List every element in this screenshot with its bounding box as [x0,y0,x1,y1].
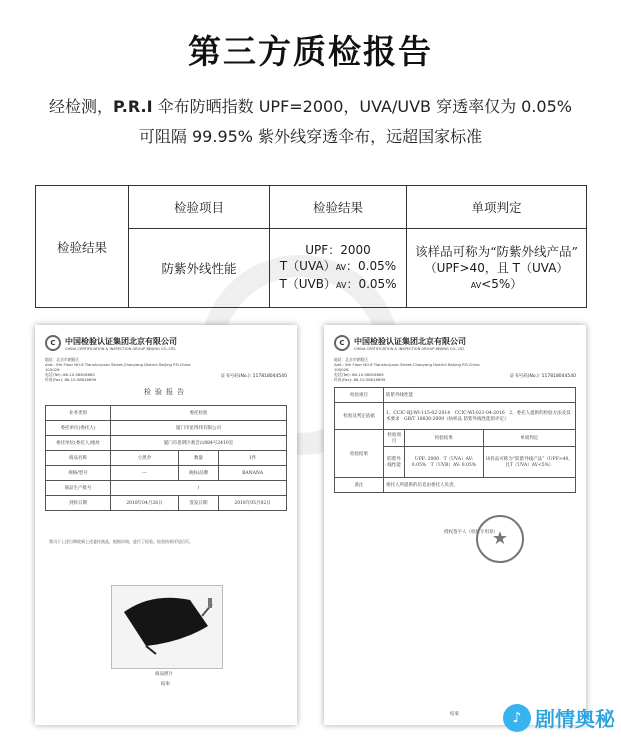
uva-label: T（UVA） [279,259,336,273]
org-name-cn: 中国检验认证集团北京有限公司 [65,336,177,346]
cert-number: 证书号码(No.): 117818044540 [509,374,576,379]
org-name-cn: 中国检验认证集团北京有限公司 [354,336,466,346]
report-page-2 [324,325,586,725]
cell: BANANA [219,466,287,481]
summary-col-item: 检验项目 [129,186,270,229]
cell: 1、CCIC-BJ-WI-115-02-2014 CCIC-WI-021-04-2016 2、委托人提供的检验方法及技术要求 GB/T 18830-2009《纺织品 防紫外线性能的评定》 [384,403,576,430]
table-row [335,388,576,403]
cell: 小黑伞 [111,451,179,466]
table-row [46,451,287,466]
uvb-value: ：0.05% [346,277,397,291]
inspection-seal-icon: ★ [476,515,524,563]
intro-text [0,92,621,152]
tel: 电话(Tel): 86-10-58816665 [45,372,95,377]
cell: 商标/品牌 [178,466,218,481]
addr-en: Add.: 5th Floor NO.6 Tianshuiyuan Street,Chaoyang District Beijing P.R.China 100026 [334,362,480,372]
ccic-logo-icon: C [45,335,61,351]
cell: 该样品可称为“防紫外线产品”（UPF>40，且T（UVA）AV<5%） [483,447,575,478]
fax: 传真(Fax): 86-10-58816699 [334,377,386,382]
cell: 检验项目 [384,430,405,447]
report-page-1 [35,325,297,725]
report-title: 检验报告 [144,388,188,396]
org-name-en: CHINA CERTIFICATION & INSPECTION GROUP BEIJING CO.,LTD. [354,346,466,351]
cell: 委托单位(委托人) [46,421,111,436]
table-row [46,406,287,421]
intro-rest: 伞布防晒指数 UPF=2000，UVA/UVB 穿透率仅为 0.05% [152,97,572,116]
uva-sub: AV [335,263,347,272]
table-row [46,481,287,496]
table-row [46,421,287,436]
product-photo [111,585,223,669]
addr-en: Add.: 5th Floor NO.6 Tianshuiyuan Street,Chaoyang District Beijing P.R.China 100026 [45,362,191,372]
signer-note: （检验专用章） [466,530,498,535]
cell: 防紫外线性能 [384,447,405,478]
cell: 商品生产批号 [46,481,111,496]
intro-line-2: 可阻隔 99.95% 紫外线穿透伞布，远超国家标准 [138,127,483,146]
summary-row-label: 检验结果 [36,186,129,308]
report-info-table [45,405,287,511]
addr-cn: 地址：北京市朝阳区 [334,357,369,362]
table-row [335,403,576,430]
cell: 检验结果 [335,430,384,478]
summary-judge [407,229,587,308]
ccic-logo-icon: C [334,335,350,351]
cell: 委托单位(委托人)地址 [46,436,111,451]
judge-pre: （UPF>40，且 T（UVA） [424,261,569,275]
result-uva [274,258,402,276]
cert-number: 证书号码(No.): 117818044540 [220,374,287,379]
cell: 委托人所提供的信息由委托人负责。 [384,478,576,493]
report-note: 我司于上述日期收到上述委托商品，根据申请，进行了检验。检验结果详见后页。 [49,539,193,544]
uvb-label: T（UVB） [279,277,336,291]
addr-cn: 地址：北京市朝阳区 [45,357,80,362]
cell: 2018年04月26日 [111,496,179,511]
intro-line-1 [0,92,621,122]
cell: 规格/型号 [46,466,111,481]
cell: 2018年05月02日 [219,496,287,511]
table-row [335,478,576,493]
signer: 授权签字人 [444,530,467,535]
cell: 到样日期 [46,496,111,511]
cell: 厦门市思明区观音山884号2410室 [111,436,287,451]
cell: 检验结果 [405,430,483,447]
org-address [334,357,494,382]
judge-sub: AV [470,281,482,290]
uva-value: ：0.05% [346,259,397,273]
intro-prefix: 经检测， [49,97,114,116]
judge-line-1: 该样品可称为“防紫外线产品” [415,244,578,259]
cell: 商品名称 [46,451,111,466]
cell: 检验项目 [335,388,384,403]
table-row [46,436,287,451]
report-result-table [334,387,576,493]
cell: 委托检验 [111,406,287,421]
page-title: 第三方质检报告 [188,32,433,71]
umbrella-icon [112,586,222,668]
summary-table [35,185,587,308]
tel: 电话(Tel): 86-10-58816665 [334,372,384,377]
summary-result [270,229,407,308]
cell: 1件 [219,451,287,466]
music-note-icon: ♪ [503,704,531,732]
fax: 传真(Fax): 86-10-58816699 [45,377,97,382]
cell: 业务类别 [46,406,111,421]
org-header [334,335,466,351]
table-row [46,496,287,511]
judge-line-2 [411,260,582,294]
cell: 备注 [335,478,384,493]
source-watermark [503,703,615,732]
org-address [45,357,205,382]
end-label-2: 结束 [450,712,459,717]
summary-item: 防紫外线性能 [129,229,270,308]
table-row [335,430,576,447]
end-label-1: 结束 [161,682,170,687]
table-row [46,466,287,481]
cell: 防紫外线性能 [384,388,576,403]
result-uvb [274,276,402,294]
cell: UPF: 2000 T（UVA）AV: 0.05% T（UVB）AV: 0.05% [405,447,483,478]
org-header [45,335,177,351]
brand-name: P.R.I [113,97,153,116]
summary-col-result: 检验结果 [270,186,407,229]
cell: 数量 [178,451,218,466]
org-name-en: CHINA CERTIFICATION & INSPECTION GROUP BEIJING CO.,LTD. [65,346,177,351]
cell: 签发日期 [178,496,218,511]
cell: --- [111,466,179,481]
summary-header-row [36,186,587,229]
photo-label: 商品照片 [155,672,173,677]
cell: / [111,481,287,496]
judge-post: <5%） [481,277,523,291]
cell: 厦门市星得伟有限公司 [111,421,287,436]
result-upf: UPF：2000 [305,243,371,257]
uvb-sub: AV [336,281,347,290]
source-watermark-text: 剧情奥秘 [535,707,615,731]
summary-col-judge: 单项判定 [407,186,587,229]
cell: 单项判定 [483,430,575,447]
cell: 检验及判定依据 [335,403,384,430]
